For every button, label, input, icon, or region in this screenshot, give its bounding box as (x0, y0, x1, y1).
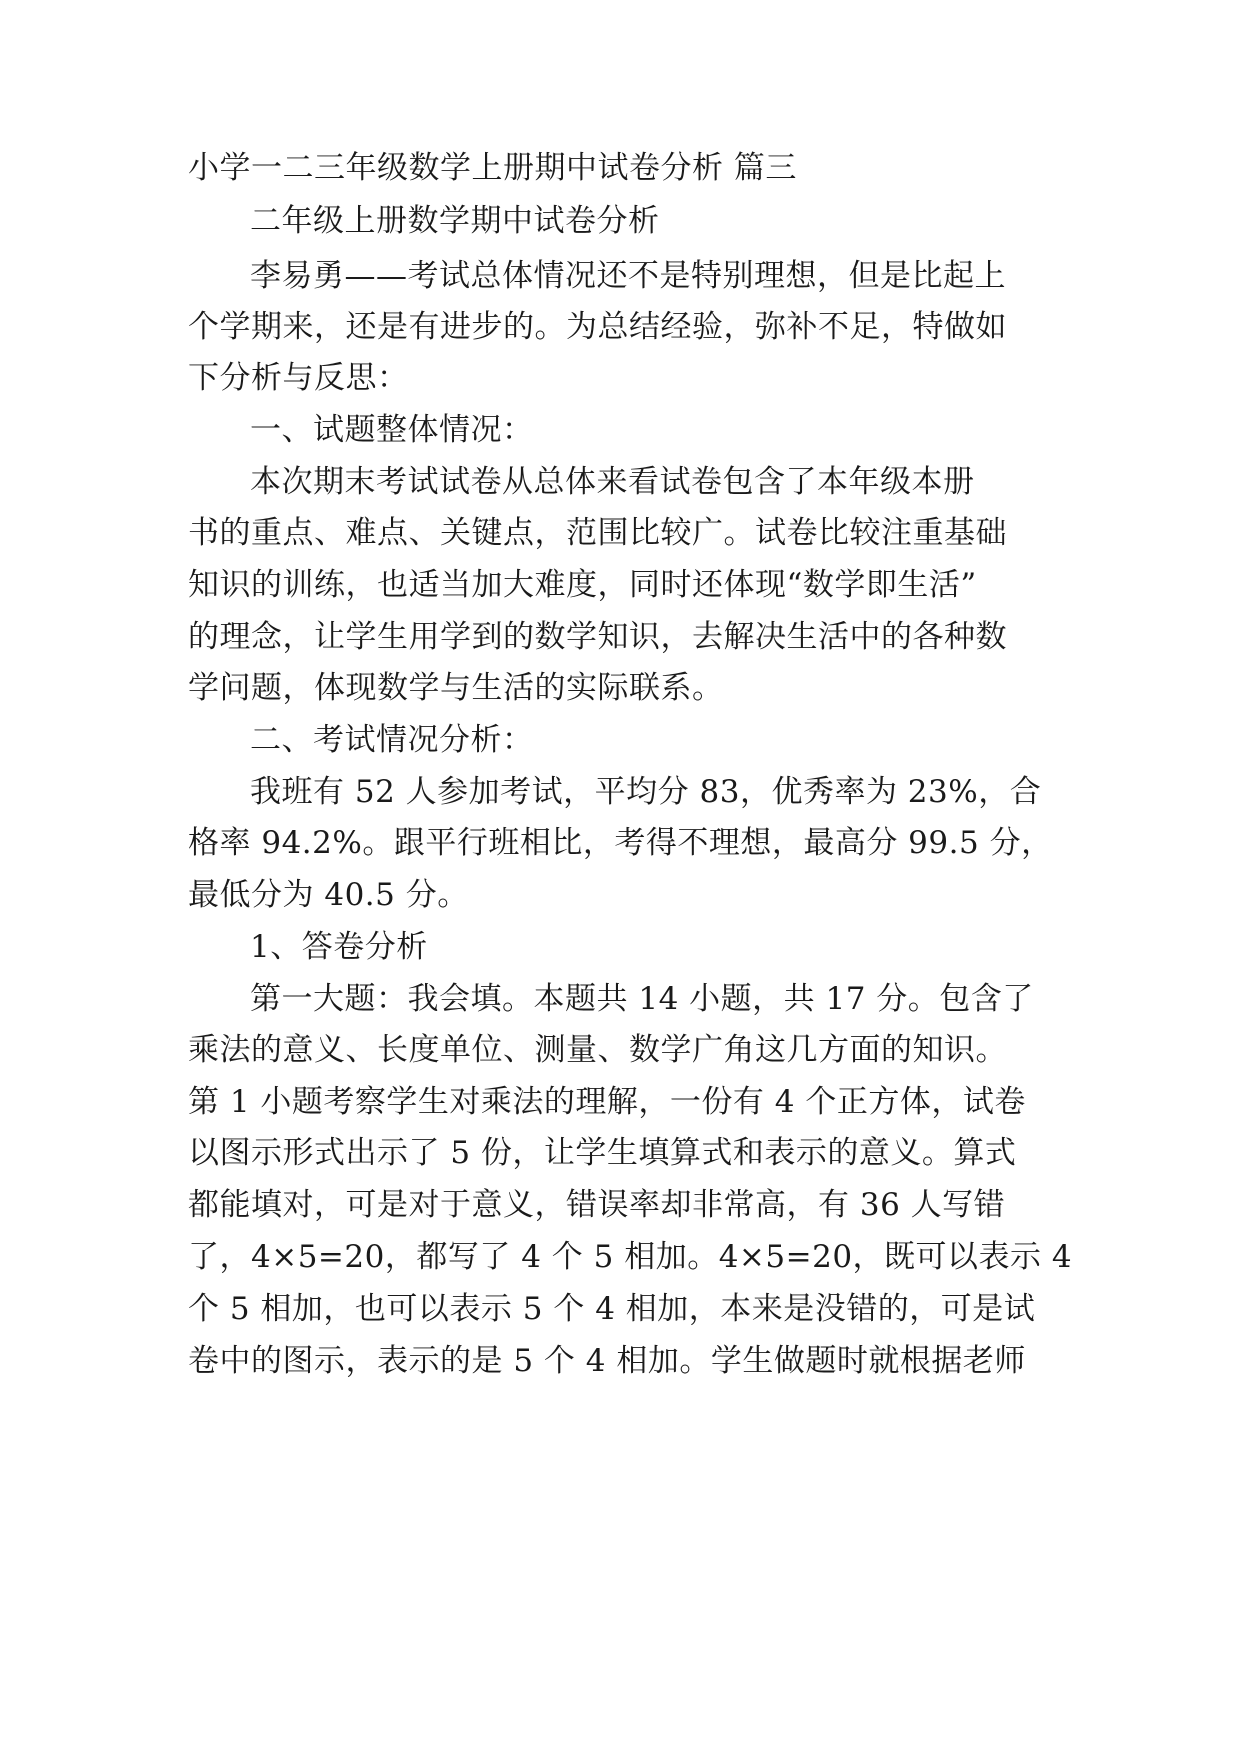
paragraph-line: 知识的训练，也适当加大难度，同时还体现“数学即生活” (188, 567, 977, 603)
paragraph-line: 李易勇——考试总体情况还不是特别理想，但是比起上 (250, 258, 1006, 294)
paragraph-line: 学问题，体现数学与生活的实际联系。 (188, 670, 724, 706)
paragraph-line: 的理念，让学生用学到的数学知识，去解决生活中的各种数 (188, 619, 1007, 655)
paragraph-line: 了，4×5=20，都写了 4 个 5 相加。4×5=20，既可以表示 4 (188, 1239, 1073, 1275)
paragraph-line: 以图示形式出示了 5 份，让学生填算式和表示的意义。算式 (188, 1135, 1017, 1171)
section-heading: 二、考试情况分析： (250, 722, 534, 758)
paragraph-line: 卷中的图示，表示的是 5 个 4 相加。学生做题时就根据老师 (188, 1343, 1026, 1379)
section-heading: 1、答卷分析 (250, 929, 428, 965)
paragraph-line: 个学期来，还是有进步的。为总结经验，弥补不足，特做如 (188, 309, 1007, 345)
paragraph-line: 格率 94.2%。跟平行班相比，考得不理想，最高分 99.5 分， (188, 825, 1053, 861)
paragraph-line: 第一大题：我会填。本题共 14 小题，共 17 分。包含了 (250, 981, 1034, 1017)
paragraph-line: 下分析与反思： (188, 360, 409, 396)
paragraph-line: 乘法的意义、长度单位、测量、数学广角这几方面的知识。 (188, 1032, 1007, 1068)
paragraph-line: 第 1 小题考察学生对乘法的理解，一份有 4 个正方体，试卷 (188, 1084, 1026, 1120)
paragraph-line: 本次期末考试试卷从总体来看试卷包含了本年级本册 (250, 464, 975, 500)
paragraph-line: 个 5 相加，也可以表示 5 个 4 相加，本来是没错的，可是试 (188, 1291, 1036, 1327)
paragraph-line: 都能填对，可是对于意义，错误率却非常高，有 36 人写错 (188, 1187, 1006, 1223)
document-title: 小学一二三年级数学上册期中试卷分析 篇三 (188, 150, 797, 186)
paragraph-line: 我班有 52 人参加考试，平均分 83，优秀率为 23%，合 (250, 774, 1042, 810)
section-heading: 一、试题整体情况： (250, 412, 534, 448)
paragraph-line: 最低分为 40.5 分。 (188, 877, 469, 913)
paragraph-line: 书的重点、难点、关键点，范围比较广。试卷比较注重基础 (188, 515, 1007, 551)
document-subtitle: 二年级上册数学期中试卷分析 (250, 203, 660, 239)
